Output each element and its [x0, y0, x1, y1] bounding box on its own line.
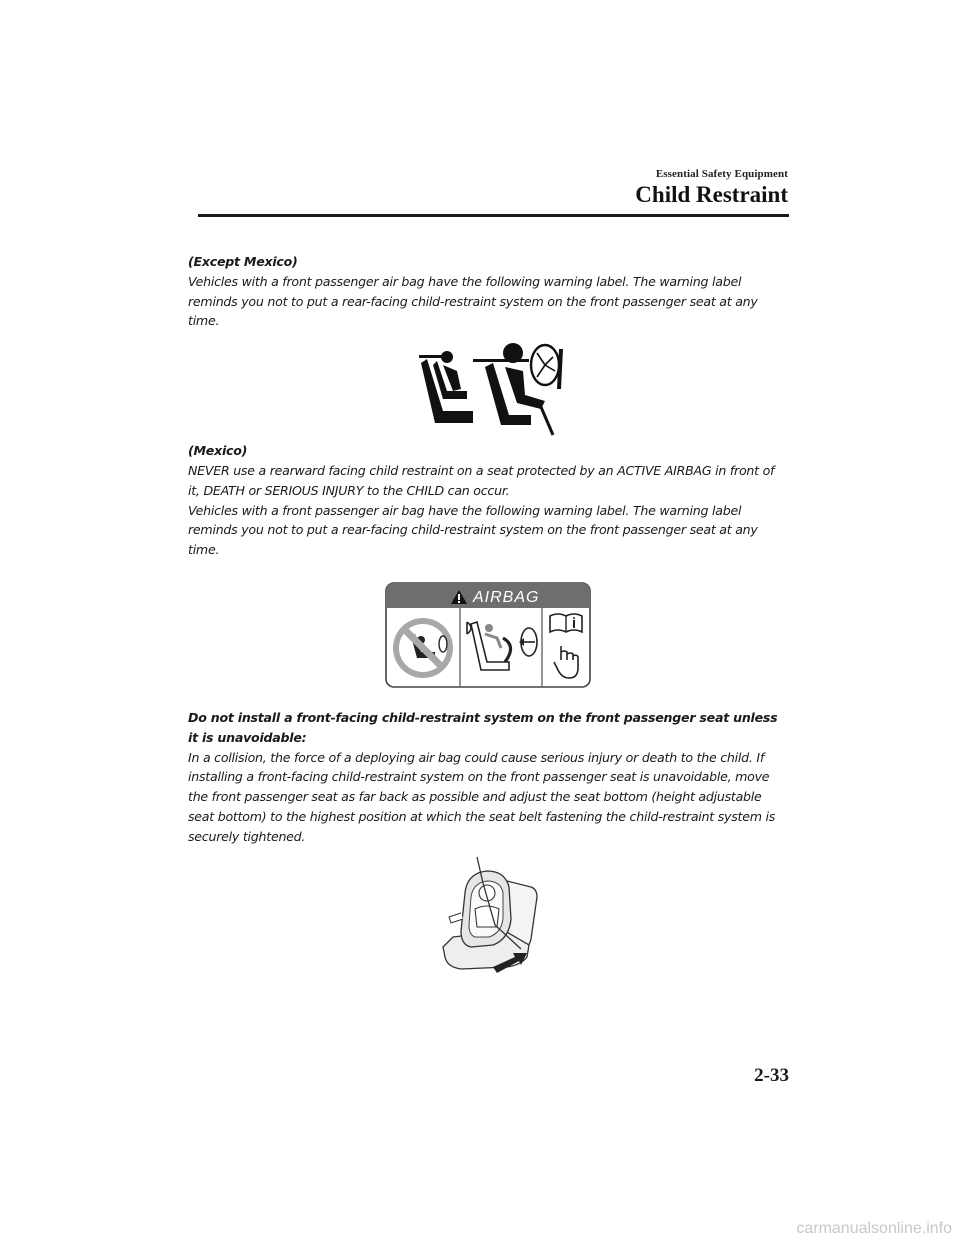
front-facing-child-seat-illustration	[431, 853, 545, 981]
front-facing-text: In a collision, the force of a deploying air bag could cause serious injury or death to the child. If installing a front-facing child-restraint system on the front passenger seat is unavoidable, move the front passenger seat as far back as possible and adjust the seat bottom (height adjustable seat bottom) to the highest position at which the seat belt fastening the child-restraint system is securely tightened.	[188, 749, 776, 844]
watermark-text: carmanualsonline.info	[796, 1220, 952, 1237]
mexico-warning: NEVER use a rearward facing child restraint on a seat protected by an ACTIVE AIRBAG in front of it, DEATH or SERIOUS INJURY to the CHILD can occur.	[188, 462, 775, 498]
mexico-heading: (Mexico)	[188, 443, 248, 459]
airbag-warning-label	[385, 582, 591, 688]
chapter-title: Child Restraint	[635, 182, 788, 207]
front-facing-heading: Do not install a front-facing child-restraint system on the front passenger seat unless it is unavoidable:	[188, 709, 778, 745]
page-header	[635, 168, 788, 208]
owners-manual-icon	[550, 614, 582, 632]
rear-facing-warning-pictogram	[413, 339, 563, 439]
mexico-text: Vehicles with a front passenger air bag have the following warning label. The warning label reminds you not to put a rear-facing child-restraint system on the front passenger seat at any time.	[188, 502, 758, 558]
airbag-label-title: AIRBAG	[473, 588, 540, 606]
page-content	[188, 252, 788, 981]
prohibition-icon	[393, 618, 453, 678]
section-label: Essential Safety Equipment	[655, 168, 788, 180]
except-mexico-heading: (Except Mexico)	[188, 254, 298, 269]
except-mexico-text: Vehicles with a front passenger air bag have the following warning label. The warning label reminds you not to put a rear-facing child-restraint system on the front passenger seat at any time.	[188, 273, 758, 329]
header-rule	[198, 214, 789, 217]
page-number: 2-33	[754, 1065, 789, 1086]
